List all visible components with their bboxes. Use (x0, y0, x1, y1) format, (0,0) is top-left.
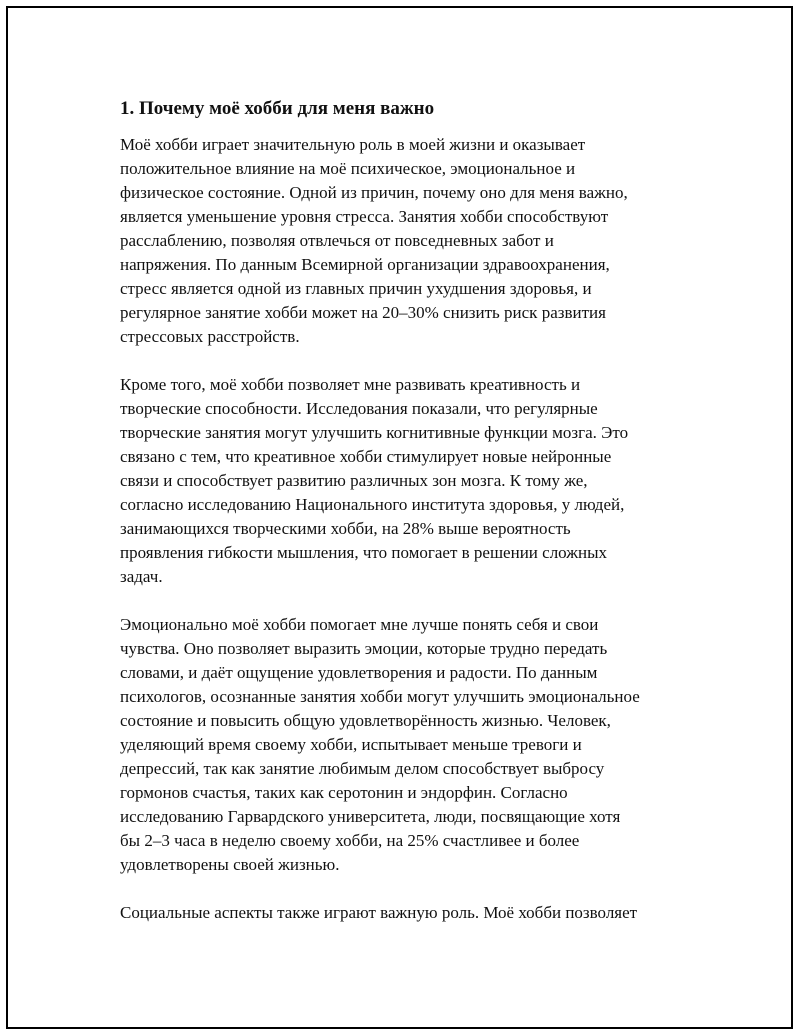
text-line: творческие способности. Исследования показали, что регулярные (120, 399, 598, 418)
text-line: бы 2–3 часа в неделю своему хобби, на 25% счастливее и более (120, 831, 580, 850)
text-line: исследованию Гарвардского университета, люди, посвящающие хотя (120, 807, 621, 826)
text-line: словами, и даёт ощущение удовлетворения и радости. По данным (120, 663, 598, 682)
text-line: Моё хобби играет значительную роль в моей жизни и оказывает (120, 135, 586, 154)
text-line: депрессий, так как занятие любимым делом способствует выбросу (120, 759, 605, 778)
text-line: регулярное занятие хобби может на 20–30% снизить риск развития (120, 303, 606, 322)
text-line: Эмоционально моё хобби помогает мне лучше понять себя и свои (120, 615, 599, 634)
paragraph-social (120, 901, 700, 925)
paragraph-emotions (120, 613, 700, 877)
page-frame (6, 6, 793, 1029)
text-line: занимающихся творческими хобби, на 28% выше вероятность (120, 519, 571, 538)
section-heading: 1. Почему моё хобби для меня важно (120, 98, 435, 119)
paragraph-creativity (120, 373, 700, 589)
text-line: расслаблению, позволяя отвлечься от повседневных забот и (120, 231, 554, 250)
text-line: творческие занятия могут улучшить когнитивные функции мозга. Это (120, 423, 629, 442)
text-line: является уменьшение уровня стресса. Занятия хобби способствуют (120, 207, 609, 226)
text-line: связи и способствует развитию различных зон мозга. К тому же, (120, 471, 588, 490)
document-body (120, 97, 700, 949)
text-line: задач. (120, 567, 163, 586)
text-line: состояние и повысить общую удовлетворённость жизнью. Человек, (120, 711, 611, 730)
text-line: проявления гибкости мышления, что помогает в решении сложных (120, 543, 608, 562)
text-line: стресс является одной из главных причин ухудшения здоровья, и (120, 279, 592, 298)
text-line: Кроме того, моё хобби позволяет мне развивать креативность и (120, 375, 581, 394)
text-line: психологов, осознанные занятия хобби могут улучшить эмоциональное (120, 687, 640, 706)
text-line: связано с тем, что креативное хобби стимулирует новые нейронные (120, 447, 612, 466)
text-line: напряжения. По данным Всемирной организации здравоохранения, (120, 255, 610, 274)
text-line: чувства. Оно позволяет выразить эмоции, которые трудно передать (120, 639, 608, 658)
text-line: гормонов счастья, таких как серотонин и эндорфин. Согласно (120, 783, 568, 802)
text-line: удовлетворены своей жизнью. (120, 855, 340, 874)
paragraph-stress (120, 133, 700, 349)
text-line: согласно исследованию Национального института здоровья, у людей, (120, 495, 625, 514)
text-line: положительное влияние на моё психическое, эмоциональное и (120, 159, 576, 178)
text-line: Социальные аспекты также играют важную роль. Моё хобби позволяет (120, 903, 638, 922)
text-line: стрессовых расстройств. (120, 327, 300, 346)
text-line: уделяющий время своему хобби, испытывает меньше тревоги и (120, 735, 582, 754)
text-line: физическое состояние. Одной из причин, почему оно для меня важно, (120, 183, 628, 202)
